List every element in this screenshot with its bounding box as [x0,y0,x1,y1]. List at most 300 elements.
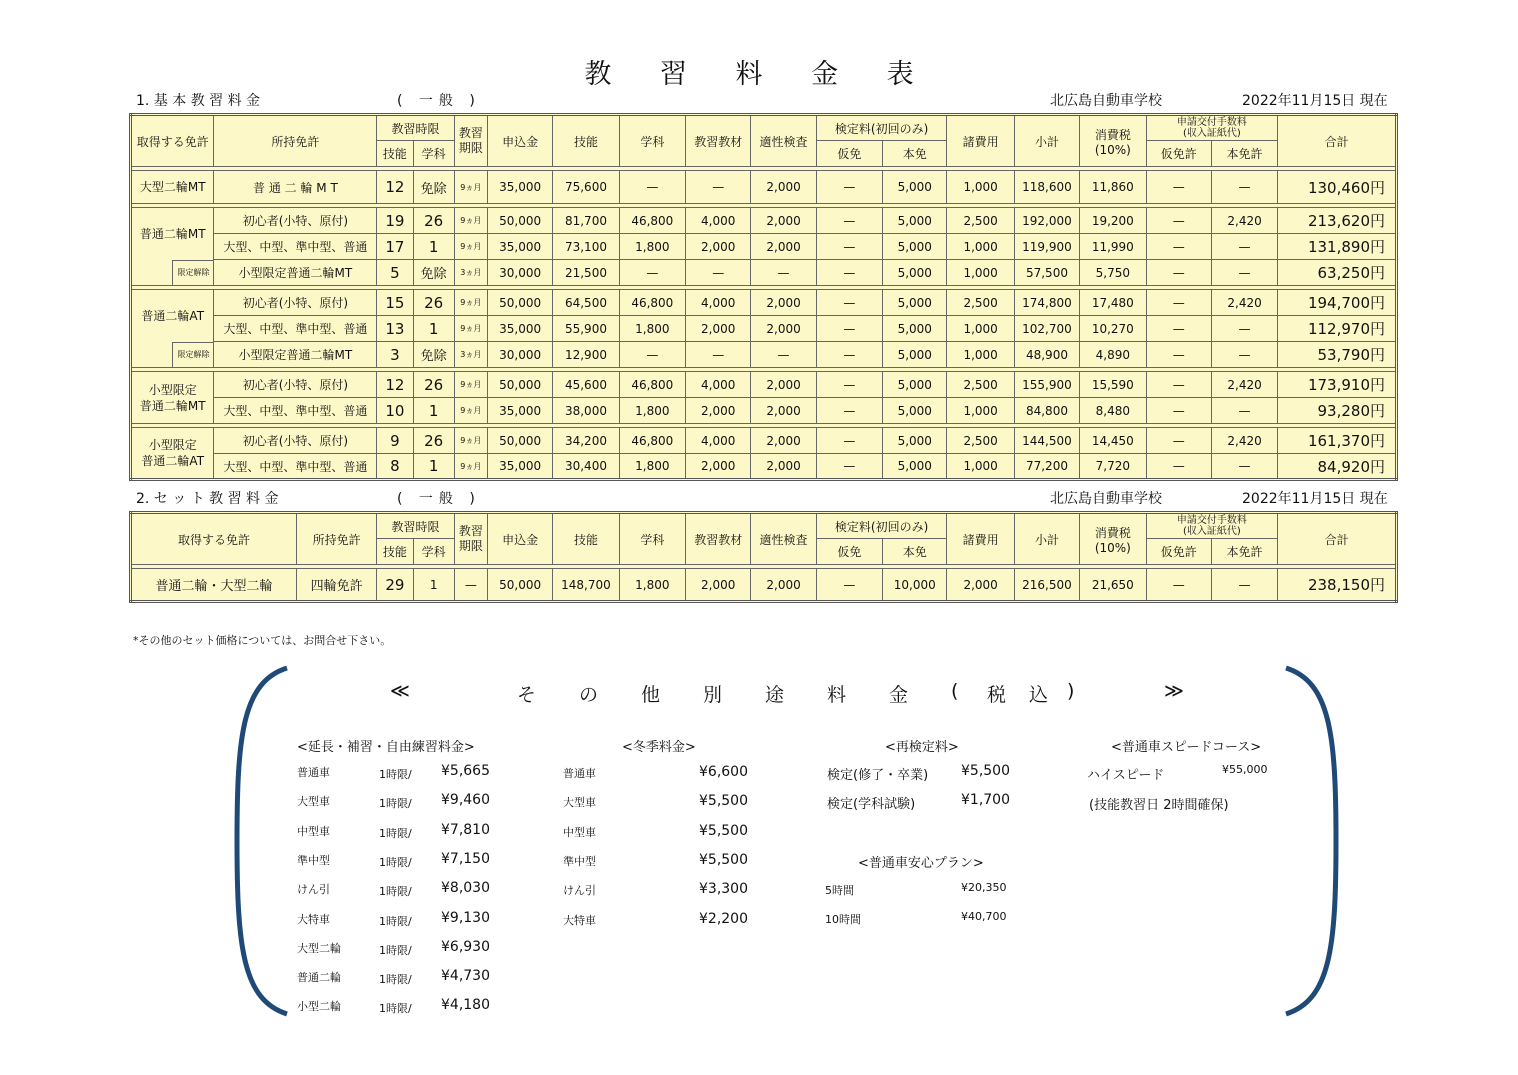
extension-item-price: ¥9,130 [441,909,490,926]
speed-course-heading: <普通車スピードコース> [1111,740,1262,755]
provisional-exam-cell: — [816,454,882,480]
misc-fee-cell: 1,000 [947,454,1014,480]
header-exam: 検定料(初回のみ) [816,115,947,141]
misc-fee-cell: 2,500 [947,428,1014,454]
misc-fee-cell: 2,500 [947,290,1014,316]
application-fee-cell: 50,000 [487,208,552,234]
prov-license-fee-cell: — [1146,208,1211,234]
extension-item-unit: 1時限/ [379,826,412,840]
header-hours: 教習時限 [377,115,454,141]
full-exam-cell: 5,000 [883,234,947,260]
title-char: 金 [889,684,909,706]
prov-license-fee-cell: — [1146,290,1211,316]
tax-cell: 7,720 [1080,454,1146,480]
subtotal-cell: 57,500 [1014,260,1079,286]
total-cell: 53,790円 [1278,342,1397,368]
set-skill-fee-cell: 148,700 [553,569,619,602]
aptitude-fee-cell: 2,000 [751,208,816,234]
extension-item-price: ¥4,730 [441,968,490,985]
header-full: 本免 [883,141,947,167]
materials-fee-cell: 2,000 [686,234,751,260]
total-cell: 63,250円 [1278,260,1397,286]
period-cell: 9ヵ月 [454,454,487,480]
held-license-cell: 普 通 二 輪 M T [214,171,377,204]
total-cell: 194,700円 [1278,290,1397,316]
set-aptitude-cell: 2,000 [751,569,816,602]
limit-release-tag: 限定解除 [172,342,213,367]
license-line: 普通二輪MT [139,398,206,413]
title-char: ( [951,680,959,702]
tax-cell: 14,450 [1080,428,1146,454]
subtotal-cell: 84,800 [1014,398,1079,424]
total-cell: 173,910円 [1278,372,1397,398]
set-license-cell: 普通二輪・大型二輪 [131,569,297,602]
header-total: 合計 [1278,115,1397,167]
extension-item-unit: 1時限/ [379,797,412,811]
held-license-cell: 大型、中型、準中型、普通 [214,234,377,260]
provisional-exam-cell: — [816,234,882,260]
academic-hours-cell: 1 [413,398,454,424]
header-tax [1080,115,1146,167]
skill-hours-cell: 3 [377,342,413,368]
full-exam-cell: 5,000 [883,428,947,454]
extension-item-unit: 1時限/ [379,943,412,957]
skill-hours-cell: 17 [377,234,413,260]
winter-heading: <冬季料金> [622,740,696,755]
materials-fee-cell: 4,000 [686,372,751,398]
tax-cell: 5,750 [1080,260,1146,286]
limit-release-tag: 限定解除 [172,260,213,285]
license-name [132,437,213,469]
winter-item-name: 大型車 [563,796,596,810]
full-license-fee-cell: — [1211,342,1277,368]
section2-date: 2022年11月15日 現在 [1242,491,1388,507]
right-bracket [1280,664,1340,1018]
winter-item-name: 大特車 [563,913,596,927]
extension-item-price: ¥8,030 [441,880,490,897]
materials-fee-cell: 2,000 [686,454,751,480]
set-header-materials: 教習教材 [686,513,751,565]
extension-item-name: 小型二輪 [297,1000,341,1014]
materials-fee-cell: 4,000 [686,290,751,316]
skill-fee-cell: 81,700 [553,208,619,234]
section2-heading: 2. セ ッ ト 教 習 料 金 [136,491,279,507]
skill-hours-cell: 5 [377,260,413,286]
section1-school: 北広島自動車学校 [1050,93,1162,109]
skill-fee-cell: 64,500 [553,290,619,316]
total-cell: 84,920円 [1278,454,1397,480]
license-cell [131,171,214,204]
academic-hours-cell: 26 [413,428,454,454]
academic-hours-cell: 1 [413,454,454,480]
set-header-subtotal: 小計 [1014,513,1079,565]
title-char: ≪ [390,680,410,702]
winter-item-price: ¥3,300 [699,881,748,898]
total-cell: 213,620円 [1278,208,1397,234]
set-full-license-cell: — [1211,569,1277,602]
total-cell: 131,890円 [1278,234,1397,260]
subtotal-cell: 102,700 [1014,316,1079,342]
extension-item-unit: 1時限/ [379,973,412,987]
extension-item-price: ¥7,810 [441,821,490,838]
title-char: ≫ [1164,680,1184,702]
academic-hours-cell: 1 [413,234,454,260]
academic-fee-cell: 1,800 [619,234,685,260]
set-header-hours: 教習時限 [377,513,454,539]
winter-item-name: 中型車 [563,825,596,839]
safety-plan-heading: <普通車安心プラン> [858,856,984,871]
academic-fee-cell: 1,800 [619,454,685,480]
misc-fee-cell: 1,000 [947,316,1014,342]
winter-item-name: 準中型 [563,854,596,868]
total-cell: 161,370円 [1278,428,1397,454]
title-char: 途 [765,684,785,706]
set-subtotal-cell: 216,500 [1014,569,1079,602]
skill-fee-cell: 21,500 [553,260,619,286]
table-row [131,372,1397,398]
header-full-license: 本免許 [1211,141,1277,167]
provisional-exam-cell: — [816,260,882,286]
full-exam-cell: 5,000 [883,454,947,480]
title-char: 料 [827,684,847,706]
set-prov-license-cell: — [1146,569,1211,602]
period-cell: 9ヵ月 [454,428,487,454]
license-name [132,382,213,414]
header-misc: 諸費用 [947,115,1014,167]
license-name [132,308,213,324]
set-header-full-license: 本免許 [1211,539,1277,565]
full-license-fee-cell: 2,420 [1211,208,1277,234]
materials-fee-cell: — [686,260,751,286]
provisional-exam-cell: — [816,171,882,204]
set-skill-cell: 29 [377,569,413,602]
set-header-academic: 学科 [413,539,454,565]
period-cell: 9ヵ月 [454,208,487,234]
set-header-prov-license: 仮免許 [1146,539,1211,565]
aptitude-fee-cell: 2,000 [751,372,816,398]
license-cell [131,290,214,368]
materials-fee-cell: — [686,171,751,204]
held-license-cell: 初心者(小特、原付) [214,208,377,234]
application-fee-cell: 35,000 [487,454,552,480]
license-line: 小型限定 [148,438,197,452]
tax-cell: 11,860 [1080,171,1146,204]
set-header-period: 教習期限 [454,513,487,565]
extension-item-name: 大特車 [297,912,330,926]
subtotal-cell: 155,900 [1014,372,1079,398]
extension-item-price: ¥6,930 [441,938,490,955]
skill-fee-cell: 34,200 [553,428,619,454]
aptitude-fee-cell: 2,000 [751,290,816,316]
academic-fee-cell: 1,800 [619,316,685,342]
license-cell [131,208,214,286]
header-tax-label: 消費税 [1094,127,1131,142]
title-char: 込 [1029,684,1049,706]
set-held-cell: 四輪免許 [296,569,376,602]
prov-license-fee-cell: — [1146,316,1211,342]
skill-hours-cell: 9 [377,428,413,454]
license-cell [131,428,214,480]
extension-item-name: けん引 [297,883,330,897]
set-period-cell: — [454,569,487,602]
prov-license-fee-cell: — [1146,372,1211,398]
held-license-cell: 大型、中型、準中型、普通 [214,316,377,342]
speed_course-item-price: ¥55,000 [1222,763,1268,776]
set-header-exam: 検定料(初回のみ) [816,513,947,539]
prov-license-fee-cell: — [1146,171,1211,204]
provisional-exam-cell: — [816,290,882,316]
table-row [131,342,1397,368]
header-license: 取得する免許 [131,115,214,167]
materials-fee-cell: 4,000 [686,208,751,234]
aptitude-fee-cell: 2,000 [751,171,816,204]
misc-fee-cell: 2,500 [947,372,1014,398]
reexam-heading: <再検定料> [885,740,959,755]
full-license-fee-cell: 2,420 [1211,428,1277,454]
set-tax-cell: 21,650 [1080,569,1146,602]
academic-fee-cell: 46,800 [619,372,685,398]
total-cell: 130,460円 [1278,171,1397,204]
table-row [131,569,1397,602]
header-academic-fee: 学科 [619,115,685,167]
full-license-fee-cell: — [1211,260,1277,286]
winter-item-name: 普通車 [563,767,596,780]
materials-fee-cell: — [686,342,751,368]
set-header-full: 本免 [883,539,947,565]
full-exam-cell: 5,000 [883,342,947,368]
set-fee-table [129,511,1398,603]
skill-fee-cell: 38,000 [553,398,619,424]
set-academic-cell: 1 [413,569,454,602]
license-line: 普通二輪AT [141,308,205,323]
provisional-exam-cell: — [816,428,882,454]
skill-fee-cell: 73,100 [553,234,619,260]
set-header-license: 取得する免許 [131,513,297,565]
extension-item-unit: 1時限/ [379,1002,412,1016]
subtotal-cell: 119,900 [1014,234,1079,260]
skill-hours-cell: 19 [377,208,413,234]
tax-cell: 8,480 [1080,398,1146,424]
header-issuance [1146,115,1278,141]
tax-cell: 10,270 [1080,316,1146,342]
academic-fee-cell: 46,800 [619,208,685,234]
section2-school: 北広島自動車学校 [1050,491,1162,507]
reexam-item-name: 検定(学科試験) [827,797,916,812]
academic-fee-cell: — [619,342,685,368]
set-header-aptitude: 適性検査 [751,513,816,565]
aptitude-fee-cell: 2,000 [751,316,816,342]
aptitude-fee-cell: — [751,260,816,286]
period-cell: 9ヵ月 [454,398,487,424]
extension-item-unit: 1時限/ [379,768,412,781]
provisional-exam-cell: — [816,316,882,342]
header-skill: 技能 [377,141,413,167]
subtotal-cell: 174,800 [1014,290,1079,316]
title-char: 他 [641,684,661,706]
materials-fee-cell: 4,000 [686,428,751,454]
set-header-tax-label: 消費税 [1094,525,1131,540]
subtotal-cell: 144,500 [1014,428,1079,454]
winter-item-price: ¥2,200 [699,910,748,927]
aptitude-fee-cell: — [751,342,816,368]
academic-hours-cell: 免除 [413,342,454,368]
table-row [131,454,1397,480]
full-license-fee-cell: — [1211,398,1277,424]
academic-fee-cell: 1,800 [619,398,685,424]
safety_plan-item-name: 10時間 [825,913,861,926]
header-period: 教習期限 [454,115,487,167]
skill-fee-cell: 45,600 [553,372,619,398]
extension-item-name: 中型車 [297,824,330,838]
section1-type: ( 一般 ) [397,93,481,109]
title-char: ) [1067,680,1075,702]
section2-type: ( 一般 ) [397,491,481,507]
academic-hours-cell: 26 [413,290,454,316]
section1-heading: 1. 基 本 教 習 料 金 [136,93,261,109]
full-exam-cell: 5,000 [883,290,947,316]
skill-fee-cell: 55,900 [553,316,619,342]
academic-fee-cell: — [619,171,685,204]
subtotal-cell: 192,000 [1014,208,1079,234]
full-exam-cell: 5,000 [883,372,947,398]
license-cell [131,372,214,424]
speed-course-note: (技能教習日 2時間確保) [1089,798,1229,813]
header-academic: 学科 [413,141,454,167]
reexam-item-name: 検定(修了・卒業) [827,768,929,783]
set-header-application: 申込金 [487,513,552,565]
misc-fee-cell: 2,500 [947,208,1014,234]
tax-cell: 19,200 [1080,208,1146,234]
safety_plan-item-price: ¥20,350 [961,881,1007,894]
set-header-skill-fee: 技能 [553,513,619,565]
held-license-cell: 大型、中型、準中型、普通 [214,454,377,480]
aptitude-fee-cell: 2,000 [751,398,816,424]
prov-license-fee-cell: — [1146,454,1211,480]
set-header-held: 所持免許 [296,513,376,565]
total-cell: 112,970円 [1278,316,1397,342]
tax-cell: 17,480 [1080,290,1146,316]
license-name [132,179,213,195]
materials-fee-cell: 2,000 [686,398,751,424]
title-char: 別 [703,684,723,706]
left-bracket [233,664,293,1018]
total-cell: 93,280円 [1278,398,1397,424]
provisional-exam-cell: — [816,342,882,368]
extension-item-name: 準中型 [297,853,330,867]
table-row [131,234,1397,260]
winter-item-price: ¥5,500 [699,793,748,810]
safety_plan-item-name: 5時間 [825,884,854,897]
tax-cell: 4,890 [1080,342,1146,368]
winter-item-name: けん引 [563,884,596,898]
academic-hours-cell: 1 [413,316,454,342]
academic-fee-cell: 46,800 [619,428,685,454]
set-misc-cell: 2,000 [947,569,1014,602]
winter-item-price: ¥5,500 [699,822,748,839]
set-header-issuance-label: 申請交付手数料 [1176,515,1247,526]
extension-item-unit: 1時限/ [379,855,412,869]
set-header-issuance [1146,513,1278,539]
held-license-cell: 小型限定普通二輪MT [214,342,377,368]
safety_plan-item-price: ¥40,700 [961,910,1007,923]
skill-fee-cell: 75,600 [553,171,619,204]
set-price-note: *その他のセット価格については、お問合せ下さい。 [133,634,392,647]
aptitude-fee-cell: 2,000 [751,454,816,480]
subtotal-cell: 48,900 [1014,342,1079,368]
header-held: 所持免許 [214,115,377,167]
period-cell: 9ヵ月 [454,372,487,398]
table-row [131,398,1397,424]
aptitude-fee-cell: 2,000 [751,234,816,260]
extension-item-price: ¥7,150 [441,850,490,867]
period-cell: 3ヵ月 [454,342,487,368]
application-fee-cell: 35,000 [487,316,552,342]
header-application: 申込金 [487,115,552,167]
extension-item-price: ¥5,665 [441,763,490,779]
speed_course-item-name: ハイスピード [1087,768,1165,783]
set-header-misc: 諸費用 [947,513,1014,565]
application-fee-cell: 50,000 [487,290,552,316]
tax-cell: 15,590 [1080,372,1146,398]
reexam-item-price: ¥1,700 [961,792,1010,808]
set-header-provisional: 仮免 [816,539,882,565]
misc-fee-cell: 1,000 [947,171,1014,204]
set-header-academic-fee: 学科 [619,513,685,565]
skill-hours-cell: 8 [377,454,413,480]
period-cell: 9ヵ月 [454,290,487,316]
set-materials-cell: 2,000 [686,569,751,602]
title-char: の [579,684,599,706]
full-exam-cell: 5,000 [883,398,947,424]
page-title: 教 習 料 金 表 [584,59,934,90]
header-aptitude: 適性検査 [751,115,816,167]
header-provisional: 仮免 [816,141,882,167]
skill-hours-cell: 12 [377,171,413,204]
skill-hours-cell: 12 [377,372,413,398]
misc-fee-cell: 1,000 [947,398,1014,424]
held-license-cell: 大型、中型、準中型、普通 [214,398,377,424]
application-fee-cell: 50,000 [487,428,552,454]
header-tax-rate: (10%) [1094,142,1131,157]
table-row [131,208,1397,234]
set-application-cell: 50,000 [487,569,552,602]
misc-fee-cell: 1,000 [947,342,1014,368]
skill-hours-cell: 10 [377,398,413,424]
held-license-cell: 初心者(小特、原付) [214,290,377,316]
skill-hours-cell: 15 [377,290,413,316]
academic-hours-cell: 26 [413,208,454,234]
materials-fee-cell: 2,000 [686,316,751,342]
header-subtotal: 小計 [1014,115,1079,167]
misc-fee-cell: 1,000 [947,260,1014,286]
skill-fee-cell: 30,400 [553,454,619,480]
application-fee-cell: 35,000 [487,234,552,260]
application-fee-cell: 30,000 [487,342,552,368]
misc-fee-cell: 1,000 [947,234,1014,260]
prov-license-fee-cell: — [1146,398,1211,424]
full-exam-cell: 5,000 [883,208,947,234]
set-header-total: 合計 [1278,513,1397,565]
set-header-issuance-sub: (収入証紙代) [1182,526,1241,537]
title-char: そ [517,684,537,706]
set-academic-fee-cell: 1,800 [619,569,685,602]
full-license-fee-cell: — [1211,316,1277,342]
held-license-cell: 初心者(小特、原付) [214,372,377,398]
academic-hours-cell: 免除 [413,171,454,204]
license-line: 普通二輪AT [141,454,205,468]
extension-item-name: 普通二輪 [297,971,341,985]
application-fee-cell: 50,000 [487,372,552,398]
